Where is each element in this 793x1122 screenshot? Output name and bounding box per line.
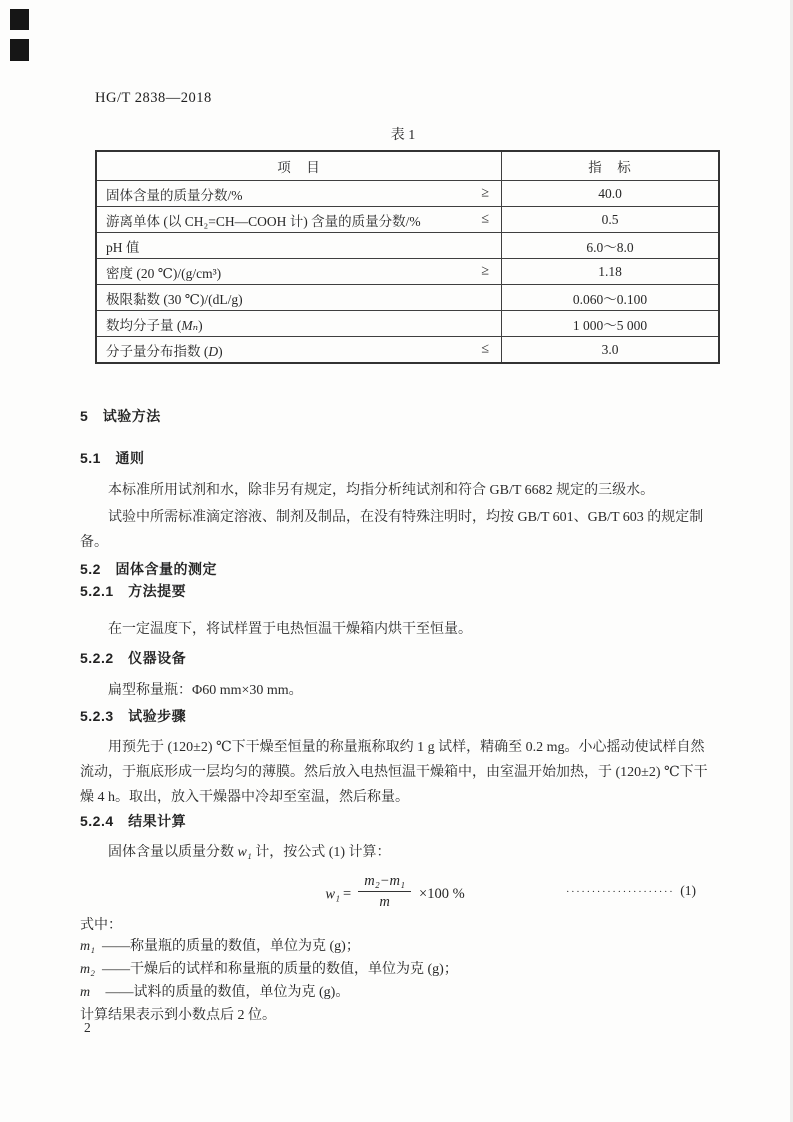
section-heading-5-2: 5.2 固体含量的测定 <box>80 561 217 577</box>
formula-multiplier: ×100 % <box>419 886 465 903</box>
symbol-m: m <box>80 985 91 1000</box>
definition-dash: —— <box>102 962 130 977</box>
formula-expression <box>325 872 464 911</box>
column-header-index: 指 标 <box>502 151 720 181</box>
table-row <box>96 285 719 311</box>
relation-symbol: ≥ <box>481 185 489 201</box>
item-cell: pH 值 <box>96 233 502 259</box>
item-cell: 数均分子量 (Mₙ) <box>96 311 502 337</box>
index-value-cell: 0.060～0.100 <box>502 285 720 311</box>
relation-symbol: ≤ <box>481 341 489 357</box>
table-row <box>96 207 719 233</box>
table-row <box>96 311 719 337</box>
fraction <box>358 872 411 911</box>
scan-artifact-mark <box>10 39 29 61</box>
column-header-item: 项 目 <box>96 151 502 181</box>
fraction-numerator: m₂−m₁ <box>358 872 411 892</box>
index-value-cell: 6.0～8.0 <box>502 233 720 259</box>
item-cell: 极限黏数 (30 ℃)/(dL/g) <box>96 285 502 311</box>
formula-1 <box>80 870 710 912</box>
definition-m: m ——试料的质量的数值，单位为克 (g)。 <box>80 981 720 1004</box>
equation-number: ····················· (1) <box>565 883 696 898</box>
index-value-cell: 1.18 <box>502 259 720 285</box>
item-cell: 分子量分布指数 (D) ≤ <box>96 337 502 364</box>
index-value-cell: 40.0 <box>502 181 720 207</box>
table-header-row <box>96 151 719 181</box>
section-heading-5-2-1: 5.2.1 方法提要 <box>80 583 187 599</box>
section-heading-5-2-2: 5.2.2 仪器设备 <box>80 650 187 666</box>
table-row <box>96 259 719 285</box>
definition-m2: m₂ ——干燥后的试样和称量瓶的质量的数值，单位为克 (g)； <box>80 958 720 981</box>
scan-artifact-mark <box>10 9 29 30</box>
paragraph-5-1-a: 本标准所用试剂和水，除非另有规定，均指分析纯试剂和符合 GB/T 6682 规定的三级水。 <box>108 483 655 498</box>
formula-lhs: w₁ <box>325 886 341 903</box>
relation-symbol: ≥ <box>481 263 489 279</box>
definition-dash: —— <box>102 939 130 954</box>
index-value-cell: 3.0 <box>502 337 720 364</box>
index-value-cell: 0.5 <box>502 207 720 233</box>
table-row <box>96 337 719 364</box>
page-number: 2 <box>84 1020 91 1035</box>
definition-m1: m₁ ——称量瓶的质量的数值，单位为克 (g)； <box>80 935 720 958</box>
section-heading-5-2-3: 5.2.3 试验步骤 <box>80 708 187 724</box>
relation-symbol: ≤ <box>481 211 489 227</box>
result-note: 计算结果表示到小数点后 2 位。 <box>80 1008 276 1023</box>
paragraph-5-2-4: 固体含量以质量分数 w₁ 计，按公式 (1) 计算： <box>108 845 391 860</box>
variable-w1: w₁ <box>237 845 252 860</box>
equals-sign: = <box>343 886 352 903</box>
paragraph-5-2-2: 扁型称量瓶：Φ60 mm×30 mm。 <box>108 683 303 698</box>
paragraph-5-2-3: 用预先于 (120±2) ℃下干燥至恒量的称量瓶称取约 1 g 试样，精确至 0.2 mg。小心摇动使试样自然流动，于瓶底形成一层均匀的薄膜。然后放入电热恒温干燥箱中，由室温开始加热，于 (120±2) ℃下干燥 4 h。取出，放入干燥器中冷却至室温，然后称量。 <box>80 740 708 805</box>
table-caption: 表 1 <box>390 128 416 143</box>
symbol-m1: m₁ <box>80 939 95 954</box>
symbol-m2: m₂ <box>80 962 95 977</box>
leader-dots: ····················· <box>565 886 675 898</box>
index-value-cell: 1 000～5 000 <box>502 311 720 337</box>
section-heading-5: 5 试验方法 <box>80 408 161 424</box>
table-row <box>96 181 719 207</box>
section-heading-5-2-4: 5.2.4 结果计算 <box>80 813 187 829</box>
where-label: 式中： <box>80 918 122 933</box>
paragraph-5-1-b: 试验中所需标准滴定溶液、制剂及制品，在没有特殊注明时，均按 GB/T 601、GB/T 603 的规定制备。 <box>80 510 704 550</box>
fraction-denominator: m <box>379 894 390 910</box>
paragraph-5-2-1: 在一定温度下，将试样置于电热恒温干燥箱内烘干至恒量。 <box>108 622 472 637</box>
definition-dash: —— <box>102 985 134 1000</box>
section-heading-5-1: 5.1 通则 <box>80 450 145 466</box>
item-cell: 游离单体 (以 CH₂=CH—COOH 计) 含量的质量分数/% ≤ <box>96 207 502 233</box>
item-cell: 密度 (20 ℃)/(g/cm³) ≥ <box>96 259 502 285</box>
table-row <box>96 233 719 259</box>
item-cell: 固体含量的质量分数/% ≥ <box>96 181 502 207</box>
spec-table <box>95 150 720 364</box>
page-content <box>0 124 793 1027</box>
standard-number: HG/T 2838—2018 <box>95 90 212 106</box>
